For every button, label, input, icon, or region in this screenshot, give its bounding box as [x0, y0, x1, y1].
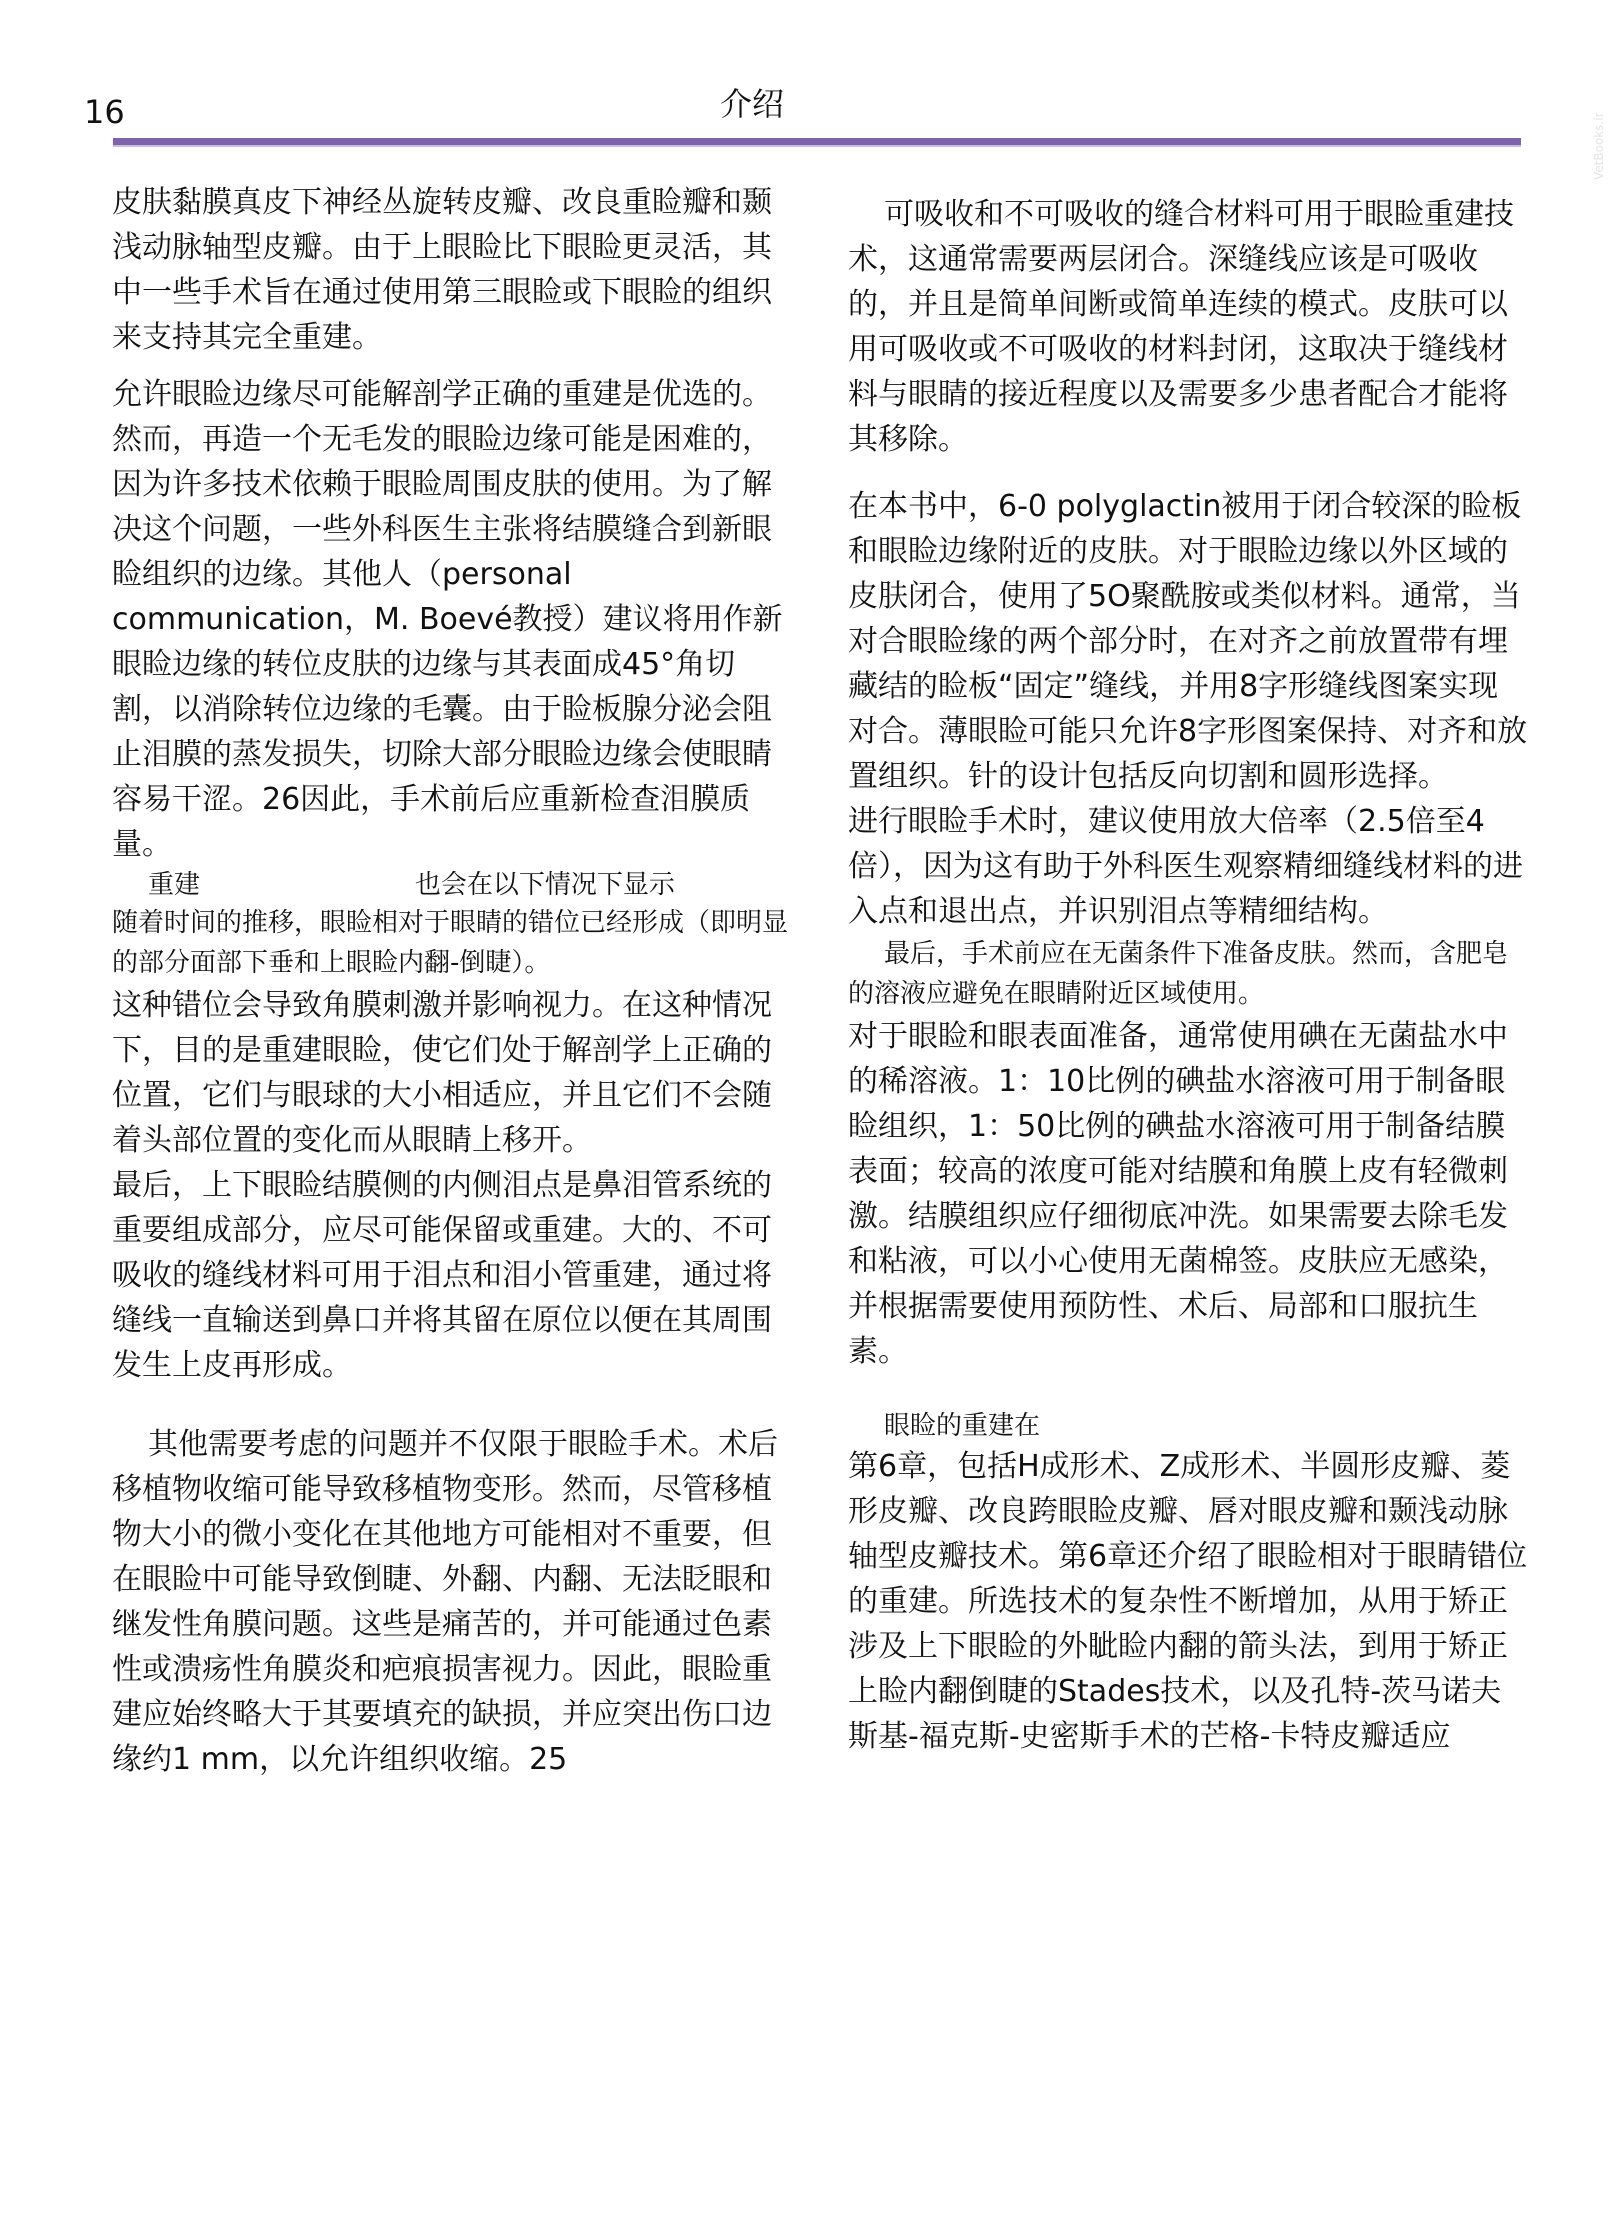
left-paragraph-5: 最后，上下眼睑结膜侧的内侧泪点是鼻泪管系统的重要组成部分，应尽可能保留或重建。大的、不可吸收的缝线材料可用于泪点和泪小管重建，通过将缝线一直输送到鼻口并将其留在原位以便在其周围发生上皮再形成。 — [112, 1168, 772, 1383]
left-paragraph-4: 这种错位会导致角膜刺激并影响视力。在这种情况下，目的是重建眼睑，使它们处于解剖学上正确的位置，它们与眼球的大小相适应，并且它们不会随着头部位置的变化而从眼睛上移开。 — [112, 988, 772, 1158]
right-paragraph-6: 第6章，包括H成形术、Z成形术、半圆形皮瓣、菱形皮瓣、改良跨眼睑皮瓣、唇对眼皮瓣和颞浅动脉轴型皮瓣技术。第6章还介绍了眼睑相对于眼睛错位的重建。所选技术的复杂性不断增加，从用于矫正涉及上下眼睑的外眦睑内翻的箭头法，到用于矫正上睑内翻倒睫的Stades技术，以及孔特-茨马诺夫斯基-福克斯-史密斯手术的芒格-卡特皮瓣适应 — [848, 1449, 1528, 1754]
right-paragraph-6-heading: 眼睑的重建在 — [884, 1411, 1041, 1441]
right-paragraph-1: 可吸收和不可吸收的缝合材料可用于眼睑重建技术，这通常需要两层闭合。深缝线应该是可吸收的，并且是简单间断或简单连续的模式。皮肤可以用可吸收或不可吸收的材料封闭，这取决于缝线材料与眼睛的接近程度以及需要多少患者配合才能将其移除。 — [848, 197, 1514, 457]
right-paragraph-4: 最后，手术前应在无菌条件下准备皮肤。然而，含肥皂的溶液应避免在眼睛附近区域使用。 — [848, 939, 1509, 1009]
left-paragraph-3-heading: 重建 也会在以下情况下显示 — [148, 870, 675, 900]
right-column — [848, 180, 1528, 1759]
right-paragraph-3: 进行眼睑手术时，建议使用放大倍率（2.5倍至4倍），因为这有助于外科医生观察精细缝线材料的进入点和退出点，并识别泪点等精细结构。 — [848, 804, 1523, 929]
watermark: VetBooks.ir — [1592, 112, 1606, 180]
left-paragraph-6: 其他需要考虑的问题并不仅限于眼睑手术。术后移植物收缩可能导致移植物变形。然而，尽管移植物大小的微小变化在其他地方可能相对不重要，但在眼睑中可能导致倒睫、外翻、内翻、无法眨眼和继发性角膜问题。这些是痛苦的，并可能通过色素性或溃疡性角膜炎和疤痕损害视力。因此，眼睑重建应始终略大于其要填充的缺损，并应突出伤口边缘约1 mm，以允许组织收缩。25 — [112, 1427, 778, 1777]
left-column — [112, 180, 792, 1782]
left-paragraph-1: 皮肤黏膜真皮下神经丛旋转皮瓣、改良重睑瓣和颞浅动脉轴型皮瓣。由于上眼睑比下眼睑更灵活，其中一些手术旨在通过使用第三眼睑或下眼睑的组织来支持其完全重建。 — [112, 185, 772, 355]
running-head-title: 介绍 — [720, 85, 785, 123]
right-paragraph-2: 在本书中，6-0 polyglactin被用于闭合较深的睑板和眼睑边缘附近的皮肤。对于眼睑边缘以外区域的皮肤闭合，使用了5O聚酰胺或类似材料。通常，当对合眼睑缘的两个部分时，在对齐之前放置带有埋藏结的睑板“固定”缝线，并用8字形缝线图案实现对合。薄眼睑可能只允许8字形图案保持、对齐和放置组织。针的设计包括反向切割和圆形选择。 — [848, 489, 1528, 794]
page-number: 16 — [84, 93, 125, 131]
left-paragraph-3: 随着时间的推移，眼睑相对于眼睛的错位已经形成（即明显的部分面部下垂和上眼睑内翻-倒睫）。 — [112, 908, 789, 978]
right-paragraph-5: 对于眼睑和眼表面准备，通常使用碘在无菌盐水中的稀溶液。1：10比例的碘盐水溶液可用于制备眼睑组织，1：50比例的碘盐水溶液可用于制备结膜表面；较高的浓度可能对结膜和角膜上皮有轻微刺激。结膜组织应仔细彻底冲洗。如果需要去除毛发和粘液，可以小心使用无菌棉签。皮肤应无感染，并根据需要使用预防性、术后、局部和口服抗生素。 — [848, 1019, 1508, 1369]
left-paragraph-2: 允许眼睑边缘尽可能解剖学正确的重建是优选的。然而，再造一个无毛发的眼睑边缘可能是困难的，因为许多技术依赖于眼睑周围皮肤的使用。为了解决这个问题，一些外科医生主张将结膜缝合到新眼睑组织的边缘。其他人（personal communication，M. Boevé教授）建议将用作新眼睑边缘的转位皮肤的边缘与其表面成45°角切割，以消除转位边缘的毛囊。由于睑板腺分泌会阻止泪膜的蒸发损失，切除大部分眼睑边缘会使眼睛容易干涩。26因此，手术前后应重新检查泪膜质量。 — [112, 377, 783, 862]
header-rule — [113, 138, 1521, 147]
